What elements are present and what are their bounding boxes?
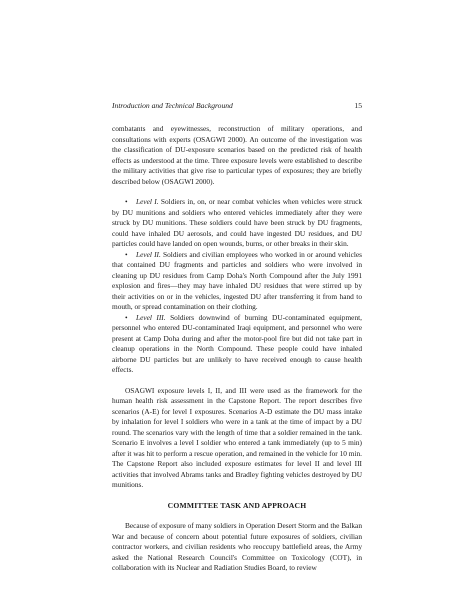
bullet-item-level-1: [112, 197, 362, 250]
paragraph: OSAGWI exposure levels I, II, and III were used as the framework for the human health risk assessment in the Capstone Report. The report describes five scenarios (A-E) for level I exposures. Scenarios A-D estimate the DU mass intake by inhalation for level I soldiers who were in a tank at the time of impact by a DU round. The scenarios vary with the length of time that a soldier remained in the tank. Scenario E involves a level I soldier who entered a tank immediately (up to 5 min) after it was hit to perform a rescue operation, and remained in the vehicle for 10 min. The Capstone Report also included exposure estimates for level II and level III activities that involved Abrams tanks and Bradley fighting vehicles destroyed by DU munitions.: [112, 385, 363, 489]
running-header-title: Introduction and Technical Background: [112, 101, 233, 110]
bullet-icon: •: [125, 312, 128, 322]
bullet-label: Level I.: [136, 197, 159, 206]
section-heading: COMMITTEE TASK AND APPROACH: [167, 500, 307, 510]
bullet-text: Soldiers in, on, or near combat vehicles when vehicles were struck by DU munitions and soldiers who entered vehicles immediately after they were struck by DU munitions. These soldiers could have been struck by DU fragments, could have inhaled DU aerosols, and could have ingested DU residues, and DU particles could have landed on open wounds, burns, or other breaks in their skin.: [112, 197, 362, 248]
bullet-text: Soldiers and civilian employees who worked in or around vehicles that contained DU fragments and particles and soldiers who were involved in cleaning up DU residues from Camp Doha's North Compound after the July 1991 explosion and fires—they may have inhaled DU residues that were stirred up by their activities on or in the vehicles, ingested DU after transferring it from hand to mouth, or spread contamination on their clothing.: [112, 249, 362, 311]
paragraph: Because of exposure of many soldiers in Operation Desert Storm and the Balkan War and because of concern about potential future exposures of soldiers, civilian contractor workers, and civilian residents who reoccupy battlefield areas, the Army asked the National Research Council's Committee on Toxicology (COT), in collaboration with its Nuclear and Radiation Studies Board, to review: [112, 521, 362, 572]
bullet-label: Level II.: [136, 249, 161, 259]
bullet-item-level-3: [112, 313, 362, 376]
page-number: 15: [354, 101, 362, 110]
bullet-text: Soldiers downwind of burning DU-contaminated equipment, personnel who entered DU-contaminated Iraqi equipment, and personnel who were present at Camp Doha during and after the motor-pool fire but did not take part in cleanup operations in the North Compound. These people could have inhaled airborne DU particles but are unlikely to have received enough to cause health effects.: [112, 312, 362, 374]
paragraph: combatants and eyewitnesses, reconstruction of military operations, and consultations with experts (OSAGWI 2000). An outcome of the investigation was the classification of DU-exposure scenarios based on the predicted risk of health effects as understood at the time. Three exposure levels were established to describe the military activities that give rise to particular types of exposures; they are briefly described below (OSAGWI 2000).: [112, 124, 362, 186]
bullet-icon: •: [125, 197, 128, 206]
running-header: [112, 101, 362, 113]
body-text: [112, 124, 362, 574]
bullet-item-level-2: [112, 250, 362, 313]
bullet-icon: •: [125, 249, 128, 259]
bullet-label: Level III.: [136, 312, 166, 322]
